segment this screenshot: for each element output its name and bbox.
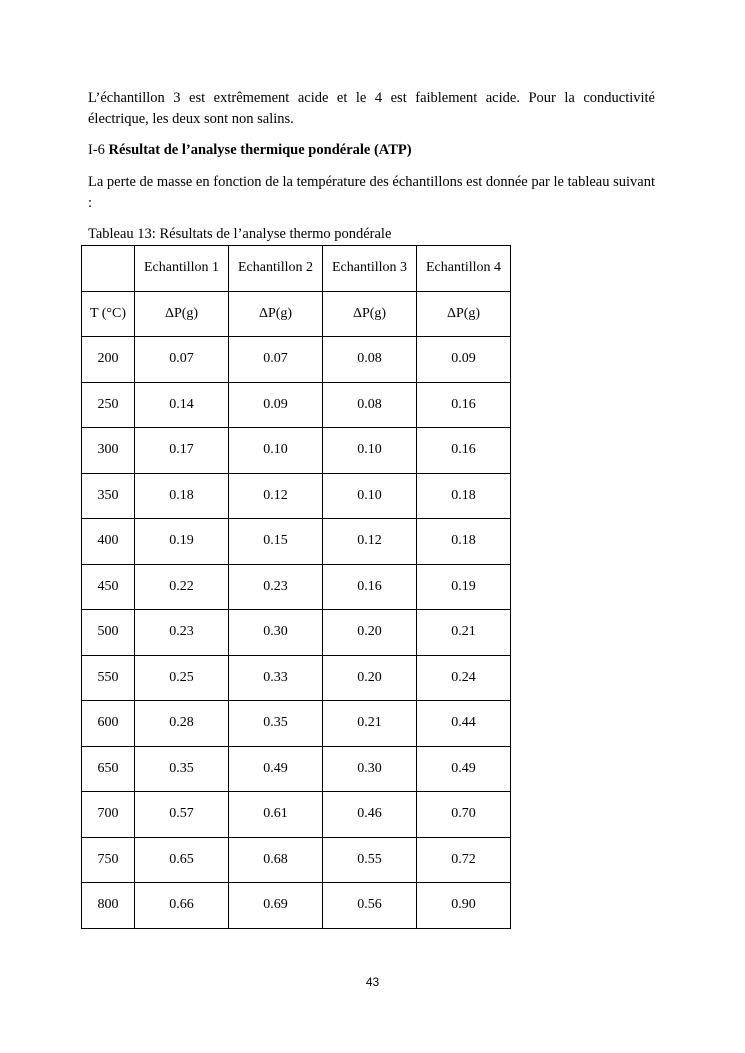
table-row [82,837,511,883]
mass-loss-cell: 0.20 [323,655,417,701]
paragraph-intro: La perte de masse en fonction de la température des échantillons est donnée par le tableau suivant : [88,174,655,211]
mass-loss-cell: 0.65 [135,837,229,883]
mass-loss-cell: 0.16 [417,428,511,474]
mass-loss-cell: 0.17 [135,428,229,474]
mass-loss-cell: 0.70 [417,792,511,838]
mass-loss-cell: 0.19 [417,564,511,610]
mass-loss-cell: 0.23 [135,610,229,656]
table-header-row [82,246,511,292]
table-row [82,473,511,519]
temperature-cell: 500 [82,610,135,656]
mass-loss-cell: 0.09 [229,382,323,428]
mass-loss-cell: 0.25 [135,655,229,701]
header-echantillon-4: Echantillon 4 [417,246,511,292]
table-row [82,746,511,792]
mass-loss-cell: 0.21 [323,701,417,747]
header-echantillon-3: Echantillon 3 [323,246,417,292]
mass-loss-cell: 0.61 [229,792,323,838]
mass-loss-cell: 0.20 [323,610,417,656]
page-number: 43 [365,975,380,989]
header-echantillon-2: Echantillon 2 [229,246,323,292]
table-row [82,655,511,701]
mass-loss-cell: 0.56 [323,883,417,929]
mass-loss-cell: 0.14 [135,382,229,428]
mass-loss-cell: 0.07 [135,337,229,383]
mass-loss-cell: 0.90 [417,883,511,929]
mass-loss-cell: 0.35 [135,746,229,792]
mass-loss-cell: 0.08 [323,337,417,383]
mass-loss-cell: 0.49 [229,746,323,792]
mass-loss-cell: 0.24 [417,655,511,701]
temperature-cell: 450 [82,564,135,610]
mass-loss-cell: 0.22 [135,564,229,610]
table-row [82,564,511,610]
mass-loss-cell: 0.33 [229,655,323,701]
temperature-cell: 650 [82,746,135,792]
mass-loss-cell: 0.09 [417,337,511,383]
table-row [82,883,511,929]
temperature-cell: 400 [82,519,135,565]
results-table [81,245,511,929]
mass-loss-cell: 0.18 [417,519,511,565]
mass-loss-cell: 0.55 [323,837,417,883]
table-unit-row [82,291,511,337]
mass-loss-cell: 0.57 [135,792,229,838]
mass-loss-cell: 0.18 [135,473,229,519]
mass-loss-cell: 0.18 [417,473,511,519]
temperature-cell: 350 [82,473,135,519]
table-caption: Tableau 13: Résultats de l’analyse thermo pondérale [88,226,392,242]
table-row [82,701,511,747]
temperature-cell: 600 [82,701,135,747]
mass-loss-cell: 0.72 [417,837,511,883]
section-heading [88,140,655,161]
mass-loss-cell: 0.10 [229,428,323,474]
mass-loss-cell: 0.15 [229,519,323,565]
table-row [82,610,511,656]
mass-loss-cell: 0.46 [323,792,417,838]
mass-loss-cell: 0.12 [229,473,323,519]
unit-cell-temperature: T (°C) [82,291,135,337]
mass-loss-cell: 0.69 [229,883,323,929]
temperature-cell: 750 [82,837,135,883]
mass-loss-cell: 0.30 [229,610,323,656]
table-corner-cell [82,246,135,292]
mass-loss-cell: 0.66 [135,883,229,929]
temperature-cell: 550 [82,655,135,701]
mass-loss-cell: 0.10 [323,428,417,474]
paragraph-acidity: L’échantillon 3 est extrêmement acide et le 4 est faiblement acide. Pour la conductivité électrique, les deux sont non salins. [88,90,655,127]
header-echantillon-1: Echantillon 1 [135,246,229,292]
mass-loss-cell: 0.44 [417,701,511,747]
mass-loss-cell: 0.30 [323,746,417,792]
temperature-cell: 800 [82,883,135,929]
mass-loss-cell: 0.28 [135,701,229,747]
temperature-cell: 250 [82,382,135,428]
mass-loss-cell: 0.19 [135,519,229,565]
temperature-cell: 300 [82,428,135,474]
mass-loss-cell: 0.10 [323,473,417,519]
mass-loss-cell: 0.23 [229,564,323,610]
table-body [82,246,511,929]
unit-cell: ΔP(g) [417,291,511,337]
mass-loss-cell: 0.21 [417,610,511,656]
table-row [82,382,511,428]
mass-loss-cell: 0.35 [229,701,323,747]
table-row [82,792,511,838]
section-title: Résultat de l’analyse thermique pondérale (ATP) [108,142,412,158]
section-number: I-6 [88,142,109,158]
table-row [82,337,511,383]
unit-cell: ΔP(g) [135,291,229,337]
mass-loss-cell: 0.12 [323,519,417,565]
mass-loss-cell: 0.07 [229,337,323,383]
table-row [82,428,511,474]
mass-loss-cell: 0.08 [323,382,417,428]
mass-loss-cell: 0.49 [417,746,511,792]
unit-cell: ΔP(g) [323,291,417,337]
unit-cell: ΔP(g) [229,291,323,337]
mass-loss-cell: 0.16 [323,564,417,610]
temperature-cell: 200 [82,337,135,383]
mass-loss-cell: 0.16 [417,382,511,428]
mass-loss-cell: 0.68 [229,837,323,883]
temperature-cell: 700 [82,792,135,838]
table-row [82,519,511,565]
